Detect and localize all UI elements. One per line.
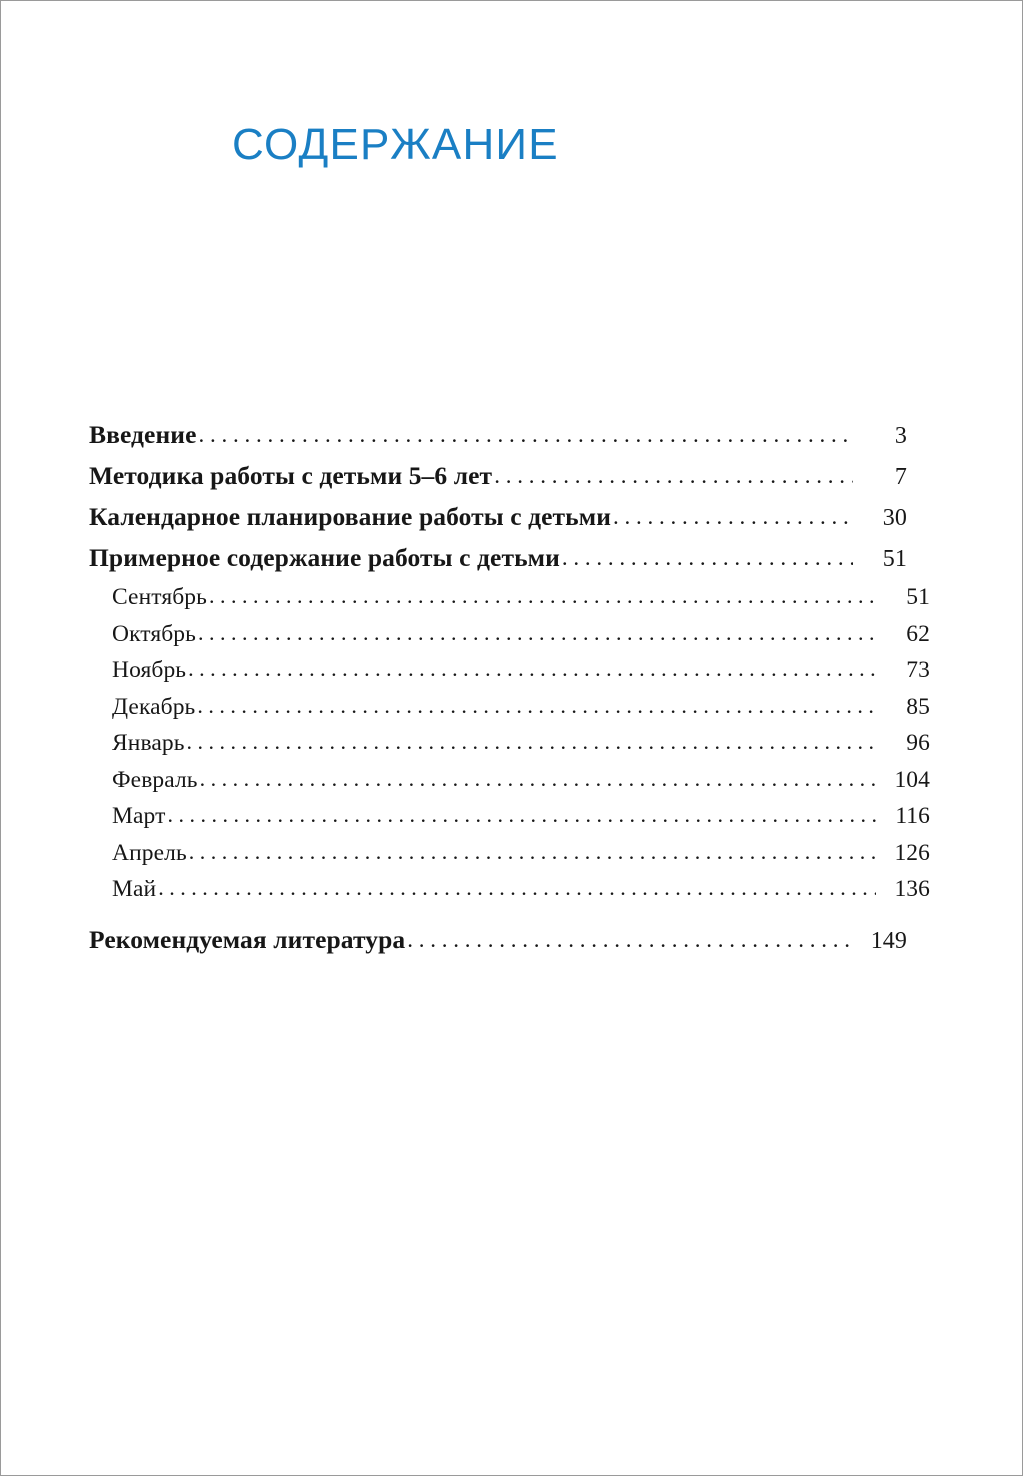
toc-entry-label: Методика работы с детьми 5–6 лет <box>89 461 493 490</box>
toc-entry[interactable] <box>89 497 907 538</box>
dot-leader <box>158 870 876 906</box>
dot-leader <box>562 538 853 578</box>
toc-entry-label: Январь <box>112 730 185 756</box>
dot-leader <box>209 578 876 614</box>
toc-entry-label: Календарное планирование работы с детьми <box>89 502 611 531</box>
toc-entry-page-number: 62 <box>906 620 930 647</box>
toc-entry[interactable] <box>89 415 907 456</box>
toc-entry-label: Сентябрь <box>112 584 207 610</box>
page-title: СОДЕРЖАНИЕ <box>232 120 559 170</box>
dot-leader <box>407 920 853 960</box>
toc-entry-page-number: 149 <box>870 927 907 954</box>
toc-subentry[interactable] <box>89 798 930 835</box>
toc-entry-page-number: 96 <box>906 730 930 756</box>
toc-entry-page-number: 116 <box>895 803 930 829</box>
toc-entry[interactable] <box>89 920 907 961</box>
toc-entry-page-number: 73 <box>906 657 930 683</box>
dot-leader <box>187 724 876 760</box>
toc-entry-label: Февраль <box>112 766 198 793</box>
toc-subentry[interactable] <box>89 579 930 616</box>
toc-entry-label: Май <box>112 876 157 902</box>
toc-entry[interactable] <box>89 538 907 579</box>
toc-entry-label: Декабрь <box>112 693 196 720</box>
toc-entry-page-number: 7 <box>894 464 907 490</box>
dot-leader <box>200 761 876 797</box>
dot-leader <box>198 615 876 651</box>
toc-entry-label: Октябрь <box>112 620 196 647</box>
toc-entry-label: Рекомендуемая литература <box>89 924 406 954</box>
toc-entry-page-number: 51 <box>906 584 930 610</box>
toc-subentry[interactable] <box>89 725 930 762</box>
table-of-contents <box>89 415 930 961</box>
dot-leader <box>189 834 876 870</box>
dot-leader <box>167 797 876 833</box>
toc-entry-label: Апрель <box>112 839 187 866</box>
toc-subentry[interactable] <box>89 871 930 908</box>
toc-entry-page-number: 136 <box>894 876 930 902</box>
toc-entry-label: Примерное содержание работы с детьми <box>89 543 560 572</box>
toc-entry-page-number: 30 <box>882 505 907 531</box>
toc-subentry[interactable] <box>89 689 930 726</box>
toc-entry-page-number: 126 <box>894 839 930 866</box>
dot-leader <box>613 497 853 537</box>
toc-entry-label: Ноябрь <box>112 657 187 683</box>
toc-subentry[interactable] <box>89 652 930 689</box>
toc-subentry[interactable] <box>89 616 930 653</box>
toc-entry-page-number: 85 <box>906 693 930 720</box>
dot-leader <box>494 456 853 496</box>
toc-entry-page-number: 104 <box>894 766 930 793</box>
toc-subentry[interactable] <box>89 762 930 799</box>
toc-entry[interactable] <box>89 456 907 497</box>
dot-leader <box>198 415 853 455</box>
dot-leader <box>197 688 876 724</box>
toc-entry-label: Март <box>112 803 166 829</box>
toc-entry-label: Введение <box>89 420 197 449</box>
toc-entry-page-number: 3 <box>894 423 907 449</box>
toc-entry-page-number: 51 <box>882 546 907 572</box>
toc-subentry[interactable] <box>89 835 930 872</box>
dot-leader <box>188 651 876 687</box>
